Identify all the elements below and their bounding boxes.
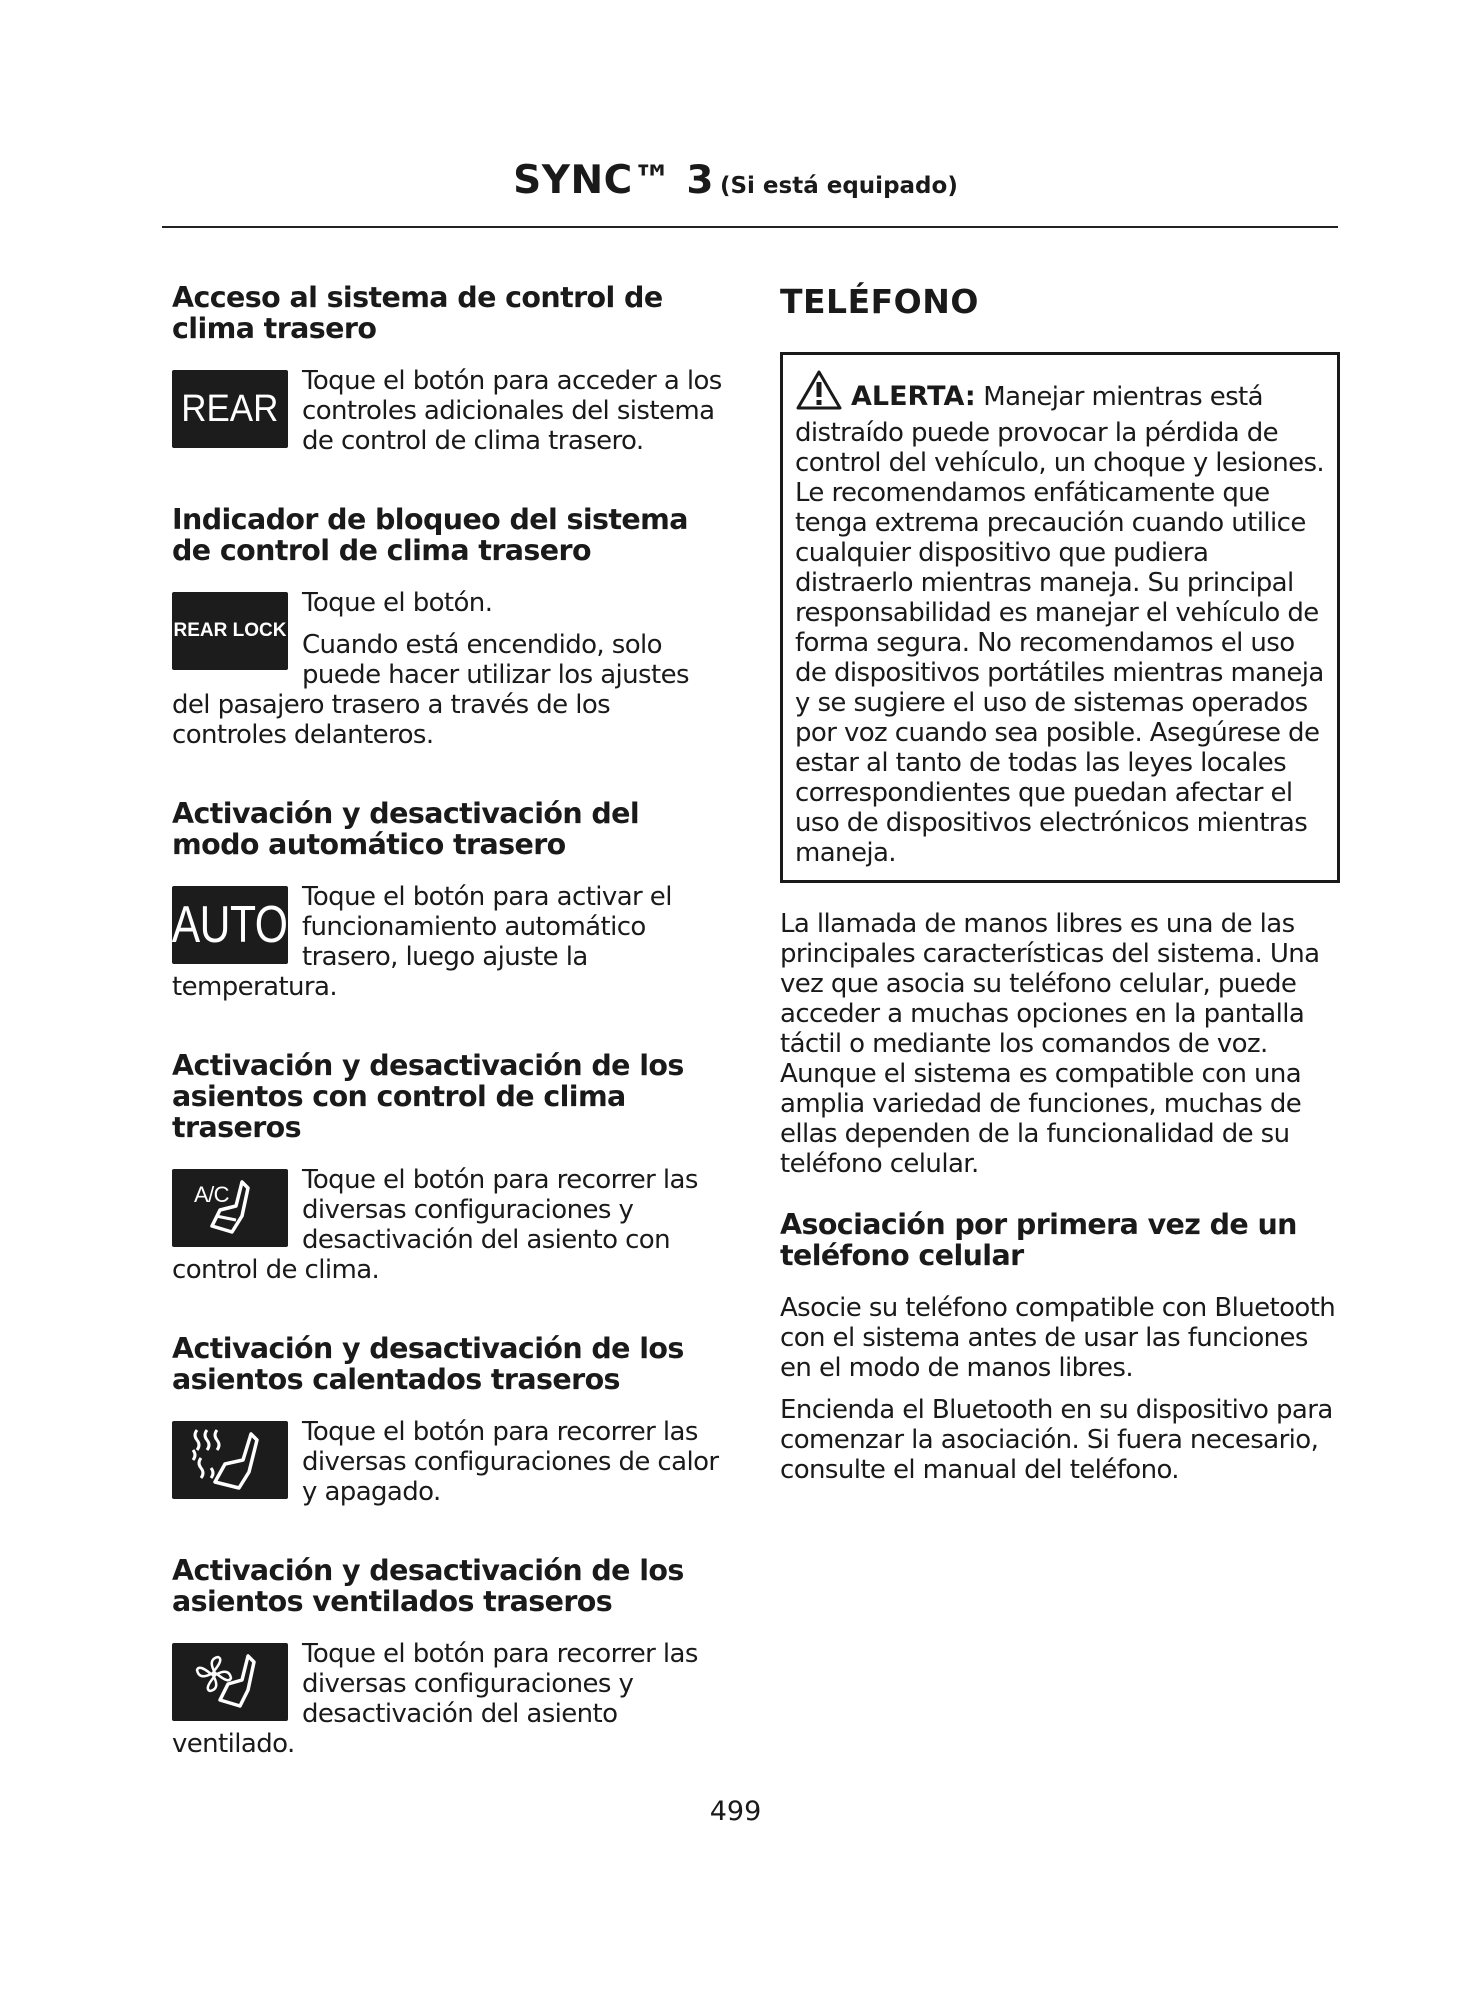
climate-seat-icon-label: A/C	[194, 1182, 229, 1207]
section-rear-access	[172, 282, 732, 456]
heated-seat-icon	[172, 1421, 288, 1499]
section-text-2: Cuando está encendido, solo puede hacer utilizar los ajustes del pasajero trasero a través de los controles delanteros.	[172, 630, 689, 750]
section-text: Toque el botón para recorrer las diversas configuraciones de calor y apagado.	[302, 1417, 719, 1507]
pairing-paragraph-2: Encienda el Bluetooth en su dispositivo para comenzar la asociación. Si fuera necesario, consulte el manual del teléfono.	[780, 1395, 1333, 1485]
page-number: 499	[709, 1796, 762, 1827]
phone-heading: TELÉFONO	[780, 282, 979, 321]
left-column	[172, 282, 732, 1759]
section-heated-seats	[172, 1333, 732, 1507]
page-header	[0, 158, 1471, 203]
header-divider	[162, 226, 1338, 228]
alert-body	[795, 369, 1327, 868]
section-text: Toque el botón para recorrer las diversas configuraciones y desactivación del asiento ventilado.	[172, 1639, 698, 1759]
rear-button-icon	[172, 370, 288, 448]
auto-icon-label: AUTO	[172, 896, 288, 954]
alert-label: ALERTA:	[851, 381, 976, 412]
section-body	[172, 1417, 732, 1507]
section-climate-seats	[172, 1050, 732, 1285]
pairing-paragraph-1: Asocie su teléfono compatible con Bluetooth con el sistema antes de usar las funciones en el modo de manos libres.	[780, 1293, 1336, 1383]
section-heading: Activación y desactivación de los asientos ventilados traseros	[172, 1554, 684, 1618]
section-heading: Activación y desactivación de los asientos con control de clima traseros	[172, 1049, 684, 1144]
section-body	[172, 882, 732, 1002]
section-body	[172, 1165, 732, 1285]
warning-triangle-icon	[795, 369, 843, 418]
rear-lock-icon-label: REAR LOCK	[173, 620, 287, 641]
header-subtitle: (Si está equipado)	[719, 173, 958, 199]
section-ventilated-seats	[172, 1555, 732, 1759]
section-text: Toque el botón para activar el funcionamiento automático trasero, luego ajuste la temperatura.	[172, 882, 672, 1002]
intro-paragraph: La llamada de manos libres es una de las principales características del sistema. Una vez que asocia su teléfono celular, puede acceder a muchas opciones en la pantalla táctil o mediante los comandos de voz. Aunque el sistema es compatible con una amplia variedad de funciones, muchas de ellas dependen de la funcionalidad de su teléfono celular.	[780, 909, 1320, 1179]
pairing-heading: Asociación por primera vez de un teléfono celular	[780, 1208, 1297, 1272]
section-body	[172, 588, 732, 750]
section-rear-auto	[172, 798, 732, 1002]
section-text: Toque el botón para acceder a los controles adicionales del sistema de control de clima trasero.	[302, 366, 722, 456]
section-text-1: Toque el botón.	[302, 588, 493, 618]
alert-text: Manejar mientras está distraído puede provocar la pérdida de control del vehículo, un choque y lesiones. Le recomendamos enfáticamente que tenga extrema precaución cuando utilice cualquier dispositivo que pudiera distraerlo mientras maneja. Su principal responsabilidad es manejar el vehículo de forma segura. No recomendamos el uso de dispositivos portátiles mientras maneja y se sugiere el uso de sistemas operados por voz cuando sea posible. Asegúrese de estar al tanto de todas las leyes locales correspondientes que puedan afectar el uso de dispositivos electrónicos mientras maneja.	[795, 382, 1325, 868]
section-rear-lock	[172, 504, 732, 750]
alert-box	[780, 352, 1340, 883]
rear-icon-label: REAR	[181, 388, 279, 430]
rear-lock-button-icon	[172, 592, 288, 670]
ventilated-seat-icon	[172, 1643, 288, 1721]
section-heading: Activación y desactivación del modo automático trasero	[172, 797, 640, 861]
auto-button-icon	[172, 886, 288, 964]
section-heading: Activación y desactivación de los asientos calentados traseros	[172, 1332, 684, 1396]
climate-seat-icon	[172, 1169, 288, 1247]
right-column	[780, 282, 1340, 1485]
section-body	[172, 366, 732, 456]
section-text: Toque el botón para recorrer las diversas configuraciones y desactivación del asiento con control de clima.	[172, 1165, 698, 1285]
header-title: SYNC™ 3	[513, 158, 714, 203]
section-heading: Acceso al sistema de control de clima trasero	[172, 281, 663, 345]
section-body	[172, 1639, 732, 1759]
section-heading: Indicador de bloqueo del sistema de control de clima trasero	[172, 503, 688, 567]
